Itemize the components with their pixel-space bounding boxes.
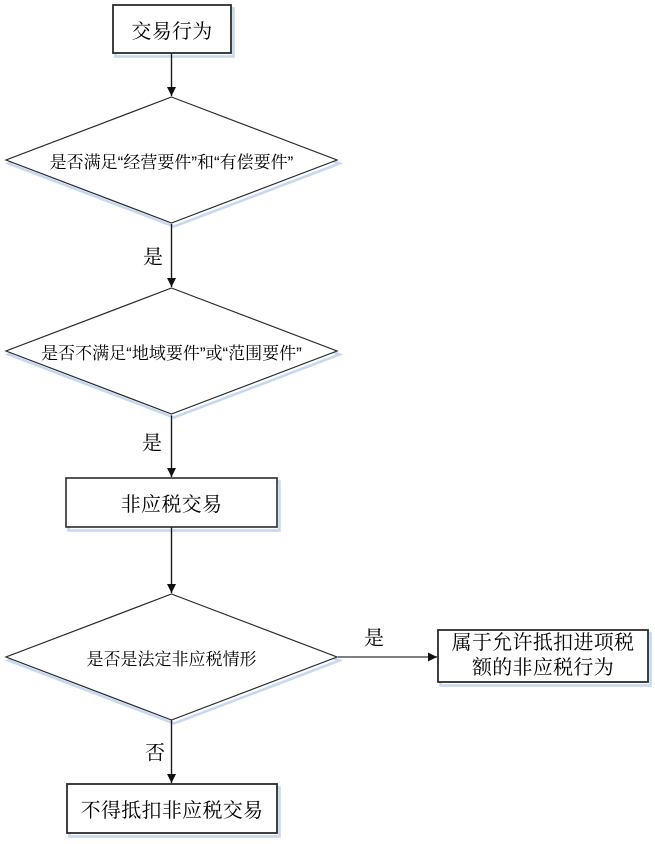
decision2-diamond-shape xyxy=(6,288,337,414)
edge-label-decision3-yes: 是 xyxy=(364,627,384,650)
decision2-label: 是否不满足“地域要件”或“范围要件” xyxy=(41,343,302,363)
decision3-diamond-shape xyxy=(6,594,337,720)
edge-label-decision1-yes: 是 xyxy=(143,246,163,269)
flow-nodes xyxy=(6,5,648,833)
decision3-label: 是否是法定非应税情形 xyxy=(86,649,257,669)
deductible-box-shape xyxy=(438,630,648,682)
deductible-node-label-line2: 额的非应税行为 xyxy=(471,657,615,679)
nontaxable-node-label: 非应税交易 xyxy=(120,494,223,516)
nondeductible-box-shape xyxy=(67,784,277,833)
edge-label-decision2-yes: 是 xyxy=(142,432,162,455)
deductible-node-label-line1: 属于允许抵扣进项税 xyxy=(451,632,635,654)
nondeductible-node-label: 不得抵扣非应税交易 xyxy=(80,800,264,822)
edge-label-decision3-no: 否 xyxy=(145,742,165,765)
nontaxable-box-shape xyxy=(66,478,277,527)
decision1-diamond-shape xyxy=(6,97,337,223)
start-box-shape xyxy=(113,5,231,53)
start-node-label: 交易行为 xyxy=(131,20,213,43)
decision1-label: 是否满足“经营要件”和“有偿要件” xyxy=(49,152,294,172)
